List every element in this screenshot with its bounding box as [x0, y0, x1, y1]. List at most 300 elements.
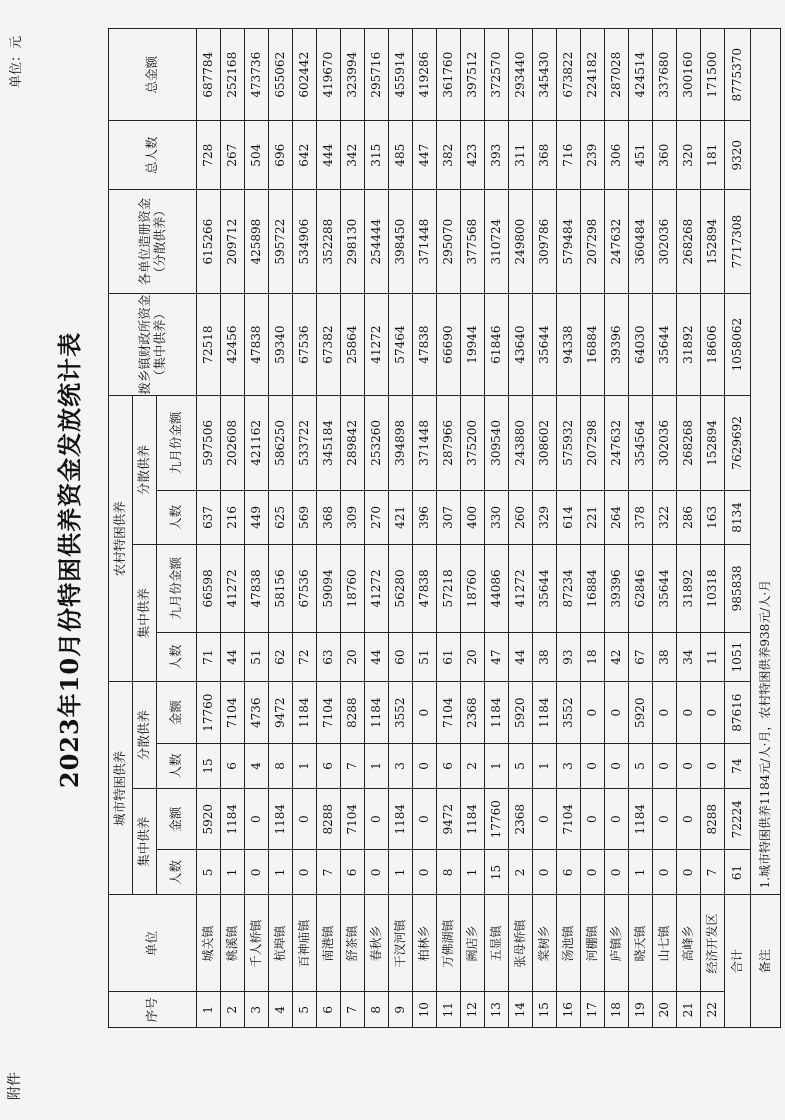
table-row — [437, 29, 461, 1028]
row-value: 63 — [317, 632, 341, 682]
row-value: 42456 — [221, 294, 245, 396]
row-value: 625 — [269, 490, 293, 544]
row-value: 18760 — [461, 545, 485, 633]
row-value: 207298 — [581, 395, 605, 490]
row-value: 320 — [677, 121, 701, 190]
row-value: 287028 — [605, 29, 629, 121]
table-row — [461, 29, 485, 1028]
row-value: 267 — [221, 121, 245, 190]
row-value: 1184 — [293, 682, 317, 744]
row-value: 20 — [461, 632, 485, 682]
row-value: 3 — [557, 743, 581, 788]
row-seq: 10 — [413, 992, 437, 1028]
note-row — [751, 29, 781, 1028]
table-row — [269, 29, 293, 1028]
header-persons: 人数 — [157, 850, 197, 895]
row-value: 17760 — [197, 682, 221, 744]
row-value: 3552 — [389, 682, 413, 744]
table-row — [581, 29, 605, 1028]
row-value: 67 — [629, 632, 653, 682]
total-value: 9320 — [725, 121, 751, 190]
row-value: 94338 — [557, 294, 581, 396]
row-seq: 3 — [245, 992, 269, 1028]
table-row — [341, 29, 365, 1028]
row-value: 0 — [653, 850, 677, 895]
row-value: 0 — [605, 850, 629, 895]
row-value: 307 — [437, 490, 461, 544]
row-value: 67382 — [317, 294, 341, 396]
row-value: 10318 — [701, 545, 725, 633]
row-value: 264 — [605, 490, 629, 544]
total-value: 1058062 — [725, 294, 751, 396]
table-row — [533, 29, 557, 1028]
row-value: 51 — [245, 632, 269, 682]
row-value: 1184 — [221, 788, 245, 850]
row-value: 377568 — [461, 190, 485, 294]
row-value: 19944 — [461, 294, 485, 396]
row-value: 352288 — [317, 190, 341, 294]
row-seq: 5 — [293, 992, 317, 1028]
row-value: 6 — [317, 743, 341, 788]
row-value: 308602 — [533, 395, 557, 490]
row-value: 268268 — [677, 395, 701, 490]
row-value: 5 — [197, 850, 221, 895]
row-value: 0 — [701, 743, 725, 788]
row-seq: 12 — [461, 992, 485, 1028]
row-value: 309 — [341, 490, 365, 544]
row-value: 7 — [317, 850, 341, 895]
header-persons: 人数 — [157, 490, 197, 544]
row-unit-name: 河棚镇 — [581, 895, 605, 992]
row-value: 0 — [581, 788, 605, 850]
total-value: 985838 — [725, 545, 751, 633]
note-text: 1.城市特困供养1184元/人·月，农村特困供养938元/人·月 — [751, 29, 781, 895]
row-value: 7 — [701, 850, 725, 895]
header-rural: 农村特困供养 — [109, 395, 133, 681]
row-value: 0 — [413, 743, 437, 788]
total-value: 8775370 — [725, 29, 751, 121]
table-row — [605, 29, 629, 1028]
row-value: 597506 — [197, 395, 221, 490]
row-value: 1 — [389, 850, 413, 895]
row-value: 298130 — [341, 190, 365, 294]
row-value: 0 — [701, 682, 725, 744]
row-value: 419286 — [413, 29, 437, 121]
row-value: 57464 — [389, 294, 413, 396]
row-value: 254444 — [365, 190, 389, 294]
row-value: 396 — [413, 490, 437, 544]
row-value: 447 — [413, 121, 437, 190]
row-unit-name: 春秋乡 — [365, 895, 389, 992]
table-row — [293, 29, 317, 1028]
row-value: 39396 — [605, 545, 629, 633]
header-persons: 人数 — [157, 743, 197, 788]
row-value: 0 — [677, 682, 701, 744]
row-value: 728 — [197, 121, 221, 190]
row-value: 286 — [677, 490, 701, 544]
row-seq: 21 — [677, 992, 701, 1028]
row-unit-name: 舒茶镇 — [341, 895, 365, 992]
total-row — [725, 29, 751, 1028]
row-value: 337680 — [653, 29, 677, 121]
row-value: 378 — [629, 490, 653, 544]
row-value: 239 — [581, 121, 605, 190]
row-value: 1184 — [533, 682, 557, 744]
row-unit-name: 棠树乡 — [533, 895, 557, 992]
row-value: 34 — [677, 632, 701, 682]
row-value: 35644 — [653, 545, 677, 633]
row-value: 247632 — [605, 190, 629, 294]
row-value: 2 — [461, 743, 485, 788]
row-value: 67536 — [293, 294, 317, 396]
row-value: 6 — [341, 850, 365, 895]
row-value: 47838 — [245, 294, 269, 396]
row-seq: 14 — [509, 992, 533, 1028]
row-value: 216 — [221, 490, 245, 544]
row-value: 207298 — [581, 190, 605, 294]
row-unit-name: 千人桥镇 — [245, 895, 269, 992]
row-value: 394898 — [389, 395, 413, 490]
row-value: 287966 — [437, 395, 461, 490]
row-value: 345184 — [317, 395, 341, 490]
row-value: 421 — [389, 490, 413, 544]
row-seq: 4 — [269, 992, 293, 1028]
row-seq: 18 — [605, 992, 629, 1028]
row-seq: 13 — [485, 992, 509, 1028]
row-value: 575932 — [557, 395, 581, 490]
row-value: 87234 — [557, 545, 581, 633]
row-value: 247632 — [605, 395, 629, 490]
row-value: 0 — [413, 850, 437, 895]
total-value: 74 — [725, 743, 751, 788]
row-value: 9472 — [437, 788, 461, 850]
row-seq: 2 — [221, 992, 245, 1028]
row-value: 3552 — [557, 682, 581, 744]
row-unit-name: 山七镇 — [653, 895, 677, 992]
row-value: 41272 — [221, 545, 245, 633]
row-value: 41272 — [365, 545, 389, 633]
table-row — [485, 29, 509, 1028]
row-value: 7104 — [437, 682, 461, 744]
row-value: 59340 — [269, 294, 293, 396]
row-value: 451 — [629, 121, 653, 190]
row-value: 62 — [269, 632, 293, 682]
row-value: 18606 — [701, 294, 725, 396]
row-value: 1 — [461, 850, 485, 895]
row-value: 15 — [197, 743, 221, 788]
row-value: 221 — [581, 490, 605, 544]
row-unit-name: 晓天镇 — [629, 895, 653, 992]
row-seq: 22 — [701, 992, 725, 1028]
row-value: 8288 — [341, 682, 365, 744]
row-value: 368 — [533, 121, 557, 190]
row-value: 31892 — [677, 294, 701, 396]
row-value: 1 — [533, 743, 557, 788]
row-value: 300160 — [677, 29, 701, 121]
row-value: 419670 — [317, 29, 341, 121]
row-value: 35644 — [533, 545, 557, 633]
row-value: 18 — [581, 632, 605, 682]
table-row — [677, 29, 701, 1028]
row-value: 345430 — [533, 29, 557, 121]
row-unit-name: 百神庙镇 — [293, 895, 317, 992]
row-value: 25864 — [341, 294, 365, 396]
row-value: 1 — [485, 743, 509, 788]
row-value: 323994 — [341, 29, 365, 121]
row-value: 16884 — [581, 294, 605, 396]
row-value: 1184 — [365, 682, 389, 744]
row-value: 614 — [557, 490, 581, 544]
row-value: 0 — [677, 850, 701, 895]
row-value: 163 — [701, 490, 725, 544]
row-value: 17760 — [485, 788, 509, 850]
table-row — [197, 29, 221, 1028]
row-value: 8 — [269, 743, 293, 788]
row-value: 15 — [485, 850, 509, 895]
row-seq: 19 — [629, 992, 653, 1028]
row-value: 31892 — [677, 545, 701, 633]
row-value: 0 — [365, 850, 389, 895]
row-value: 0 — [533, 788, 557, 850]
row-value: 1184 — [389, 788, 413, 850]
row-value: 421162 — [245, 395, 269, 490]
row-value: 0 — [677, 743, 701, 788]
row-value: 397512 — [461, 29, 485, 121]
row-value: 473736 — [245, 29, 269, 121]
header-amount: 金额 — [157, 682, 197, 744]
row-value: 371448 — [413, 190, 437, 294]
row-value: 6 — [557, 850, 581, 895]
row-value: 716 — [557, 121, 581, 190]
row-value: 181 — [701, 121, 725, 190]
row-value: 6 — [221, 743, 245, 788]
row-value: 4 — [245, 743, 269, 788]
row-value: 0 — [293, 788, 317, 850]
total-value: 8134 — [725, 490, 751, 544]
row-value: 423 — [461, 121, 485, 190]
row-unit-name: 城关镇 — [197, 895, 221, 992]
row-seq: 16 — [557, 992, 581, 1028]
row-value: 39396 — [605, 294, 629, 396]
row-value: 66690 — [437, 294, 461, 396]
row-value: 311 — [509, 121, 533, 190]
row-value: 449 — [245, 490, 269, 544]
row-value: 696 — [269, 121, 293, 190]
row-value: 302036 — [653, 395, 677, 490]
header-sept-amount: 九月份金额 — [157, 545, 197, 633]
row-value: 44 — [221, 632, 245, 682]
row-unit-name: 桃溪镇 — [221, 895, 245, 992]
row-value: 5 — [509, 743, 533, 788]
total-value: 7629692 — [725, 395, 751, 490]
row-value: 0 — [365, 788, 389, 850]
row-value: 371448 — [413, 395, 437, 490]
row-value: 67536 — [293, 545, 317, 633]
unit-label: 单位：元 — [9, 36, 24, 89]
row-value: 302036 — [653, 190, 677, 294]
row-seq: 15 — [533, 992, 557, 1028]
row-value: 579484 — [557, 190, 581, 294]
row-value: 1 — [269, 850, 293, 895]
row-value: 11 — [701, 632, 725, 682]
row-value: 485 — [389, 121, 413, 190]
header-seq: 序号 — [109, 992, 197, 1028]
row-value: 44086 — [485, 545, 509, 633]
row-unit-name: 五显镇 — [485, 895, 509, 992]
statistics-table — [108, 28, 781, 1028]
row-value: 7104 — [317, 682, 341, 744]
row-value: 5920 — [197, 788, 221, 850]
row-value: 0 — [605, 788, 629, 850]
row-value: 0 — [245, 850, 269, 895]
row-value: 9472 — [269, 682, 293, 744]
row-value: 0 — [653, 682, 677, 744]
row-value: 60 — [389, 632, 413, 682]
row-value: 1184 — [269, 788, 293, 850]
row-value: 504 — [245, 121, 269, 190]
header-amount: 金额 — [157, 788, 197, 850]
row-value: 72518 — [197, 294, 221, 396]
row-value: 42 — [605, 632, 629, 682]
row-value: 637 — [197, 490, 221, 544]
row-value: 0 — [581, 682, 605, 744]
page-title: 2023年10月份特困供养资金发放统计表 — [55, 331, 84, 789]
row-value: 1 — [293, 743, 317, 788]
row-value: 0 — [653, 743, 677, 788]
row-value: 47 — [485, 632, 509, 682]
row-value: 93 — [557, 632, 581, 682]
row-value: 602442 — [293, 29, 317, 121]
row-value: 7104 — [341, 788, 365, 850]
row-value: 315 — [365, 121, 389, 190]
row-value: 0 — [293, 850, 317, 895]
row-value: 41272 — [365, 294, 389, 396]
row-value: 310724 — [485, 190, 509, 294]
row-value: 295716 — [365, 29, 389, 121]
row-value: 8 — [437, 850, 461, 895]
row-value: 586250 — [269, 395, 293, 490]
header-unit: 单位 — [109, 895, 197, 992]
row-value: 360 — [653, 121, 677, 190]
total-value: 1051 — [725, 632, 751, 682]
row-value: 16884 — [581, 545, 605, 633]
attachment-label: 附件 — [7, 1072, 23, 1100]
row-value: 224182 — [581, 29, 605, 121]
table-row — [629, 29, 653, 1028]
header-rural-dispersed: 分散供养 — [133, 395, 157, 544]
row-value: 455914 — [389, 29, 413, 121]
row-value: 5920 — [509, 682, 533, 744]
row-value: 1 — [365, 743, 389, 788]
row-value: 56280 — [389, 545, 413, 633]
row-value: 295070 — [437, 190, 461, 294]
row-value: 330 — [485, 490, 509, 544]
row-value: 444 — [317, 121, 341, 190]
row-value: 1 — [629, 850, 653, 895]
row-value: 171500 — [701, 29, 725, 121]
row-value: 3 — [389, 743, 413, 788]
row-value: 35644 — [653, 294, 677, 396]
row-unit-name: 万佛湖镇 — [437, 895, 461, 992]
header-unit-roster: 各单位造册资金（分散供养） — [109, 190, 197, 294]
row-value: 61 — [437, 632, 461, 682]
row-unit-name: 杭埠镇 — [269, 895, 293, 992]
row-value: 44 — [509, 632, 533, 682]
row-value: 1184 — [461, 788, 485, 850]
row-value: 66598 — [197, 545, 221, 633]
row-value: 0 — [653, 788, 677, 850]
table-row — [701, 29, 725, 1028]
row-value: 18760 — [341, 545, 365, 633]
row-value: 20 — [341, 632, 365, 682]
header-total-amount: 总金额 — [109, 29, 197, 121]
row-value: 8288 — [317, 788, 341, 850]
row-value: 58156 — [269, 545, 293, 633]
table-row — [413, 29, 437, 1028]
total-value: 72224 — [725, 788, 751, 850]
row-seq: 20 — [653, 992, 677, 1028]
row-unit-name: 经济开发区 — [701, 895, 725, 992]
table-row — [317, 29, 341, 1028]
row-value: 0 — [413, 682, 437, 744]
row-unit-name: 柏林乡 — [413, 895, 437, 992]
row-value: 268268 — [677, 190, 701, 294]
row-value: 35644 — [533, 294, 557, 396]
row-value: 309540 — [485, 395, 509, 490]
row-value: 615266 — [197, 190, 221, 294]
row-value: 62846 — [629, 545, 653, 633]
row-value: 0 — [581, 743, 605, 788]
row-seq: 11 — [437, 992, 461, 1028]
row-value: 673822 — [557, 29, 581, 121]
row-value: 260 — [509, 490, 533, 544]
total-value: 87616 — [725, 682, 751, 744]
row-value: 2 — [509, 850, 533, 895]
row-value: 368 — [317, 490, 341, 544]
row-value: 7104 — [557, 788, 581, 850]
table-row — [389, 29, 413, 1028]
table-row — [509, 29, 533, 1028]
row-value: 382 — [437, 121, 461, 190]
row-value: 253260 — [365, 395, 389, 490]
row-value: 329 — [533, 490, 557, 544]
row-value: 41272 — [509, 545, 533, 633]
row-value: 309786 — [533, 190, 557, 294]
header-persons: 人数 — [157, 632, 197, 682]
row-value: 0 — [245, 788, 269, 850]
row-unit-name: 汤池镇 — [557, 895, 581, 992]
table-row — [557, 29, 581, 1028]
row-value: 0 — [605, 743, 629, 788]
header-sept-amount: 九月份金额 — [157, 395, 197, 490]
row-value: 6 — [437, 743, 461, 788]
row-value: 0 — [581, 850, 605, 895]
row-value: 0 — [533, 850, 557, 895]
row-seq: 9 — [389, 992, 413, 1028]
row-value: 5920 — [629, 682, 653, 744]
table-body — [197, 29, 781, 1028]
row-value: 2368 — [509, 788, 533, 850]
row-value: 398450 — [389, 190, 413, 294]
total-value: 7717308 — [725, 190, 751, 294]
row-seq: 7 — [341, 992, 365, 1028]
row-value: 569 — [293, 490, 317, 544]
row-value: 342 — [341, 121, 365, 190]
row-value: 533722 — [293, 395, 317, 490]
row-value: 424514 — [629, 29, 653, 121]
row-value: 1184 — [485, 682, 509, 744]
row-value: 655062 — [269, 29, 293, 121]
